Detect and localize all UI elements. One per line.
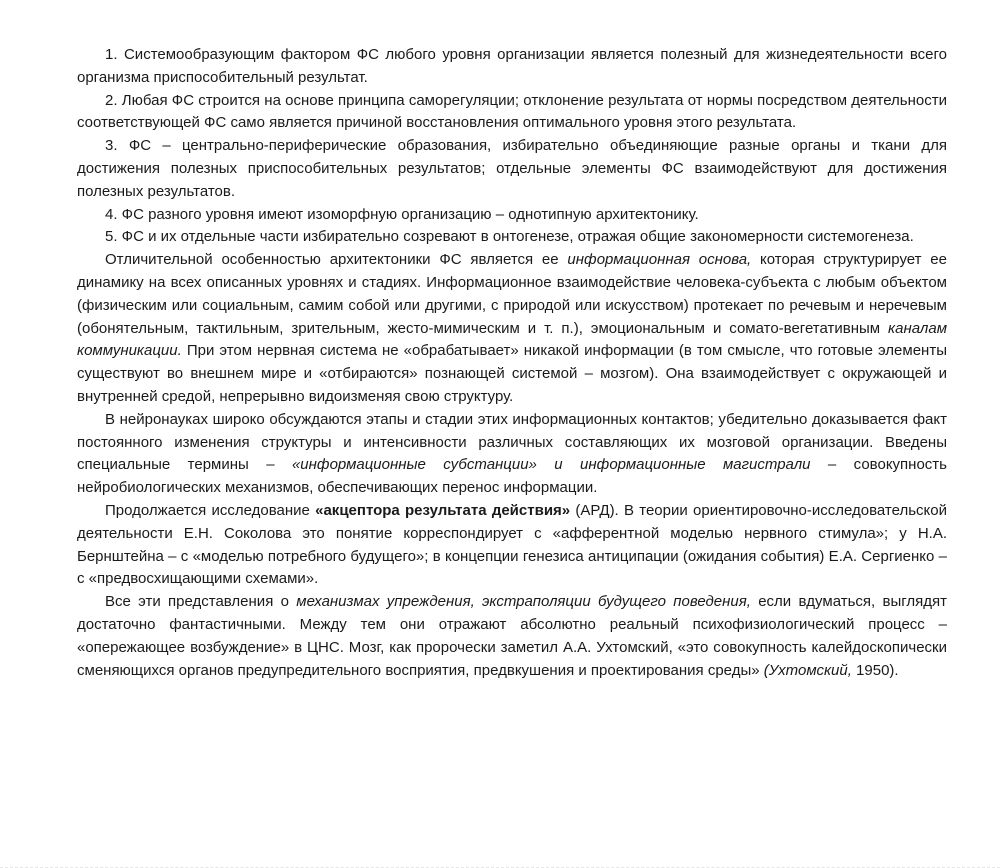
bold-term: «акцептора результата действия» (315, 501, 571, 519)
italic-term: «информационные субстанции» и информационные магистрали (291, 456, 811, 474)
paragraph-text: Отличительной особенностью архитектоники ФС является ее (105, 251, 568, 269)
paragraph-neuroscience (77, 409, 947, 500)
paragraph-text: 4. ФС разного уровня имеют изоморфную организацию – однотипную архитектонику. (105, 205, 699, 223)
paragraph-text: Все эти представления о (105, 593, 297, 611)
paragraph-architectonics (77, 249, 947, 409)
paragraph-text: 1. Системообразующим фактором ФС любого уровня организации является полезный для жизнедеятельности всего организма приспособительный результат. (77, 46, 947, 86)
paragraph-principle-1 (77, 44, 947, 90)
document-page (77, 44, 947, 682)
italic-term: информационная основа, (567, 251, 752, 269)
paragraph-text: При этом нервная система не «обрабатывает» никакой информации (в том смысле, что готовые элементы существуют во внешнем мире и «отбираются» познающей системой – мозгом). Она взаимодействует с окружающей и внутренней средой, непрерывно видоизменяя свою структуру. (77, 342, 947, 405)
citation-author: (Ухтомский, (763, 661, 852, 679)
paragraph-principle-5 (77, 226, 947, 249)
paragraph-text: 3. ФС – центрально-периферические образования, избирательно объединяющие разные органы и ткани для достижения полезных приспособительных результатов; отдельные элементы ФС взаимодействуют для достижения полезных результатов. (77, 137, 947, 200)
paragraph-text: Продолжается исследование (105, 501, 316, 519)
paragraph-text: если вдуматься, выглядят достаточно фантастичными. Между тем они отражают абсолютно реальный психофизиологический процесс – «опережающее возбуждение» в ЦНС. Мозг, как пророчески заметил А.А. Ухтомский, «это совокупность калейдоскопически сменяющихся органов предупредительного восприятия, предвкушения и проектирования среды» (77, 593, 947, 679)
paragraph-text: 1950). (851, 661, 899, 679)
italic-term: механизмах упреждения, экстраполяции будущего поведения, (296, 593, 751, 611)
paragraph-text: (АРД). В теории ориентировочно-исследовательской деятельности Е.Н. Соколова это понятие корреспондирует с «афферентной моделью нервного стимула»; у Н.А. Бернштейна – с «моделью потребного будущего»; в концепции генезиса антиципации (ожидания события) Е.А. Сергиенко – с «предвосхищающими схемами». (77, 501, 947, 588)
paragraph-anticipation (77, 591, 947, 682)
paragraph-acceptor (77, 500, 947, 591)
italic-term: каналам коммуникации. (77, 319, 947, 360)
paragraph-text: В нейронауках широко обсуждаются этапы и стадии этих информационных контактов; убедительно доказывается факт постоянного изменения структуры и интенсивности различных составляющих их мозговой организации. Введены специальные термины – (77, 410, 947, 474)
paragraph-text: 2. Любая ФС строится на основе принципа саморегуляции; отклонение результата от нормы посредством деятельности соответствующей ФС само является причиной восстановления оптимального уровня этого результата. (77, 91, 947, 132)
paragraph-text: которая структурирует ее динамику на всех описанных уровнях и стадиях. Информационное взаимодействие человека-субъекта с любым объектом (физическим или социальным, самим собой или другими, с природой или искусством) протекает по речевым и неречевым (обонятельным, тактильным, зрительным, жесто-мимическим и т. п.), эмоциональным и сомато-вегетативным (77, 251, 947, 337)
paragraph-text: – совокупность нейробиологических механизмов, обеспечивающих перенос информации. (77, 456, 947, 497)
paragraph-principle-2 (77, 90, 947, 136)
paragraph-principle-3 (77, 135, 947, 203)
paragraph-text: 5. ФС и их отдельные части избирательно созревают в онтогенезе, отражая общие закономерности системогенеза. (105, 228, 914, 246)
paragraph-principle-4 (77, 204, 947, 227)
